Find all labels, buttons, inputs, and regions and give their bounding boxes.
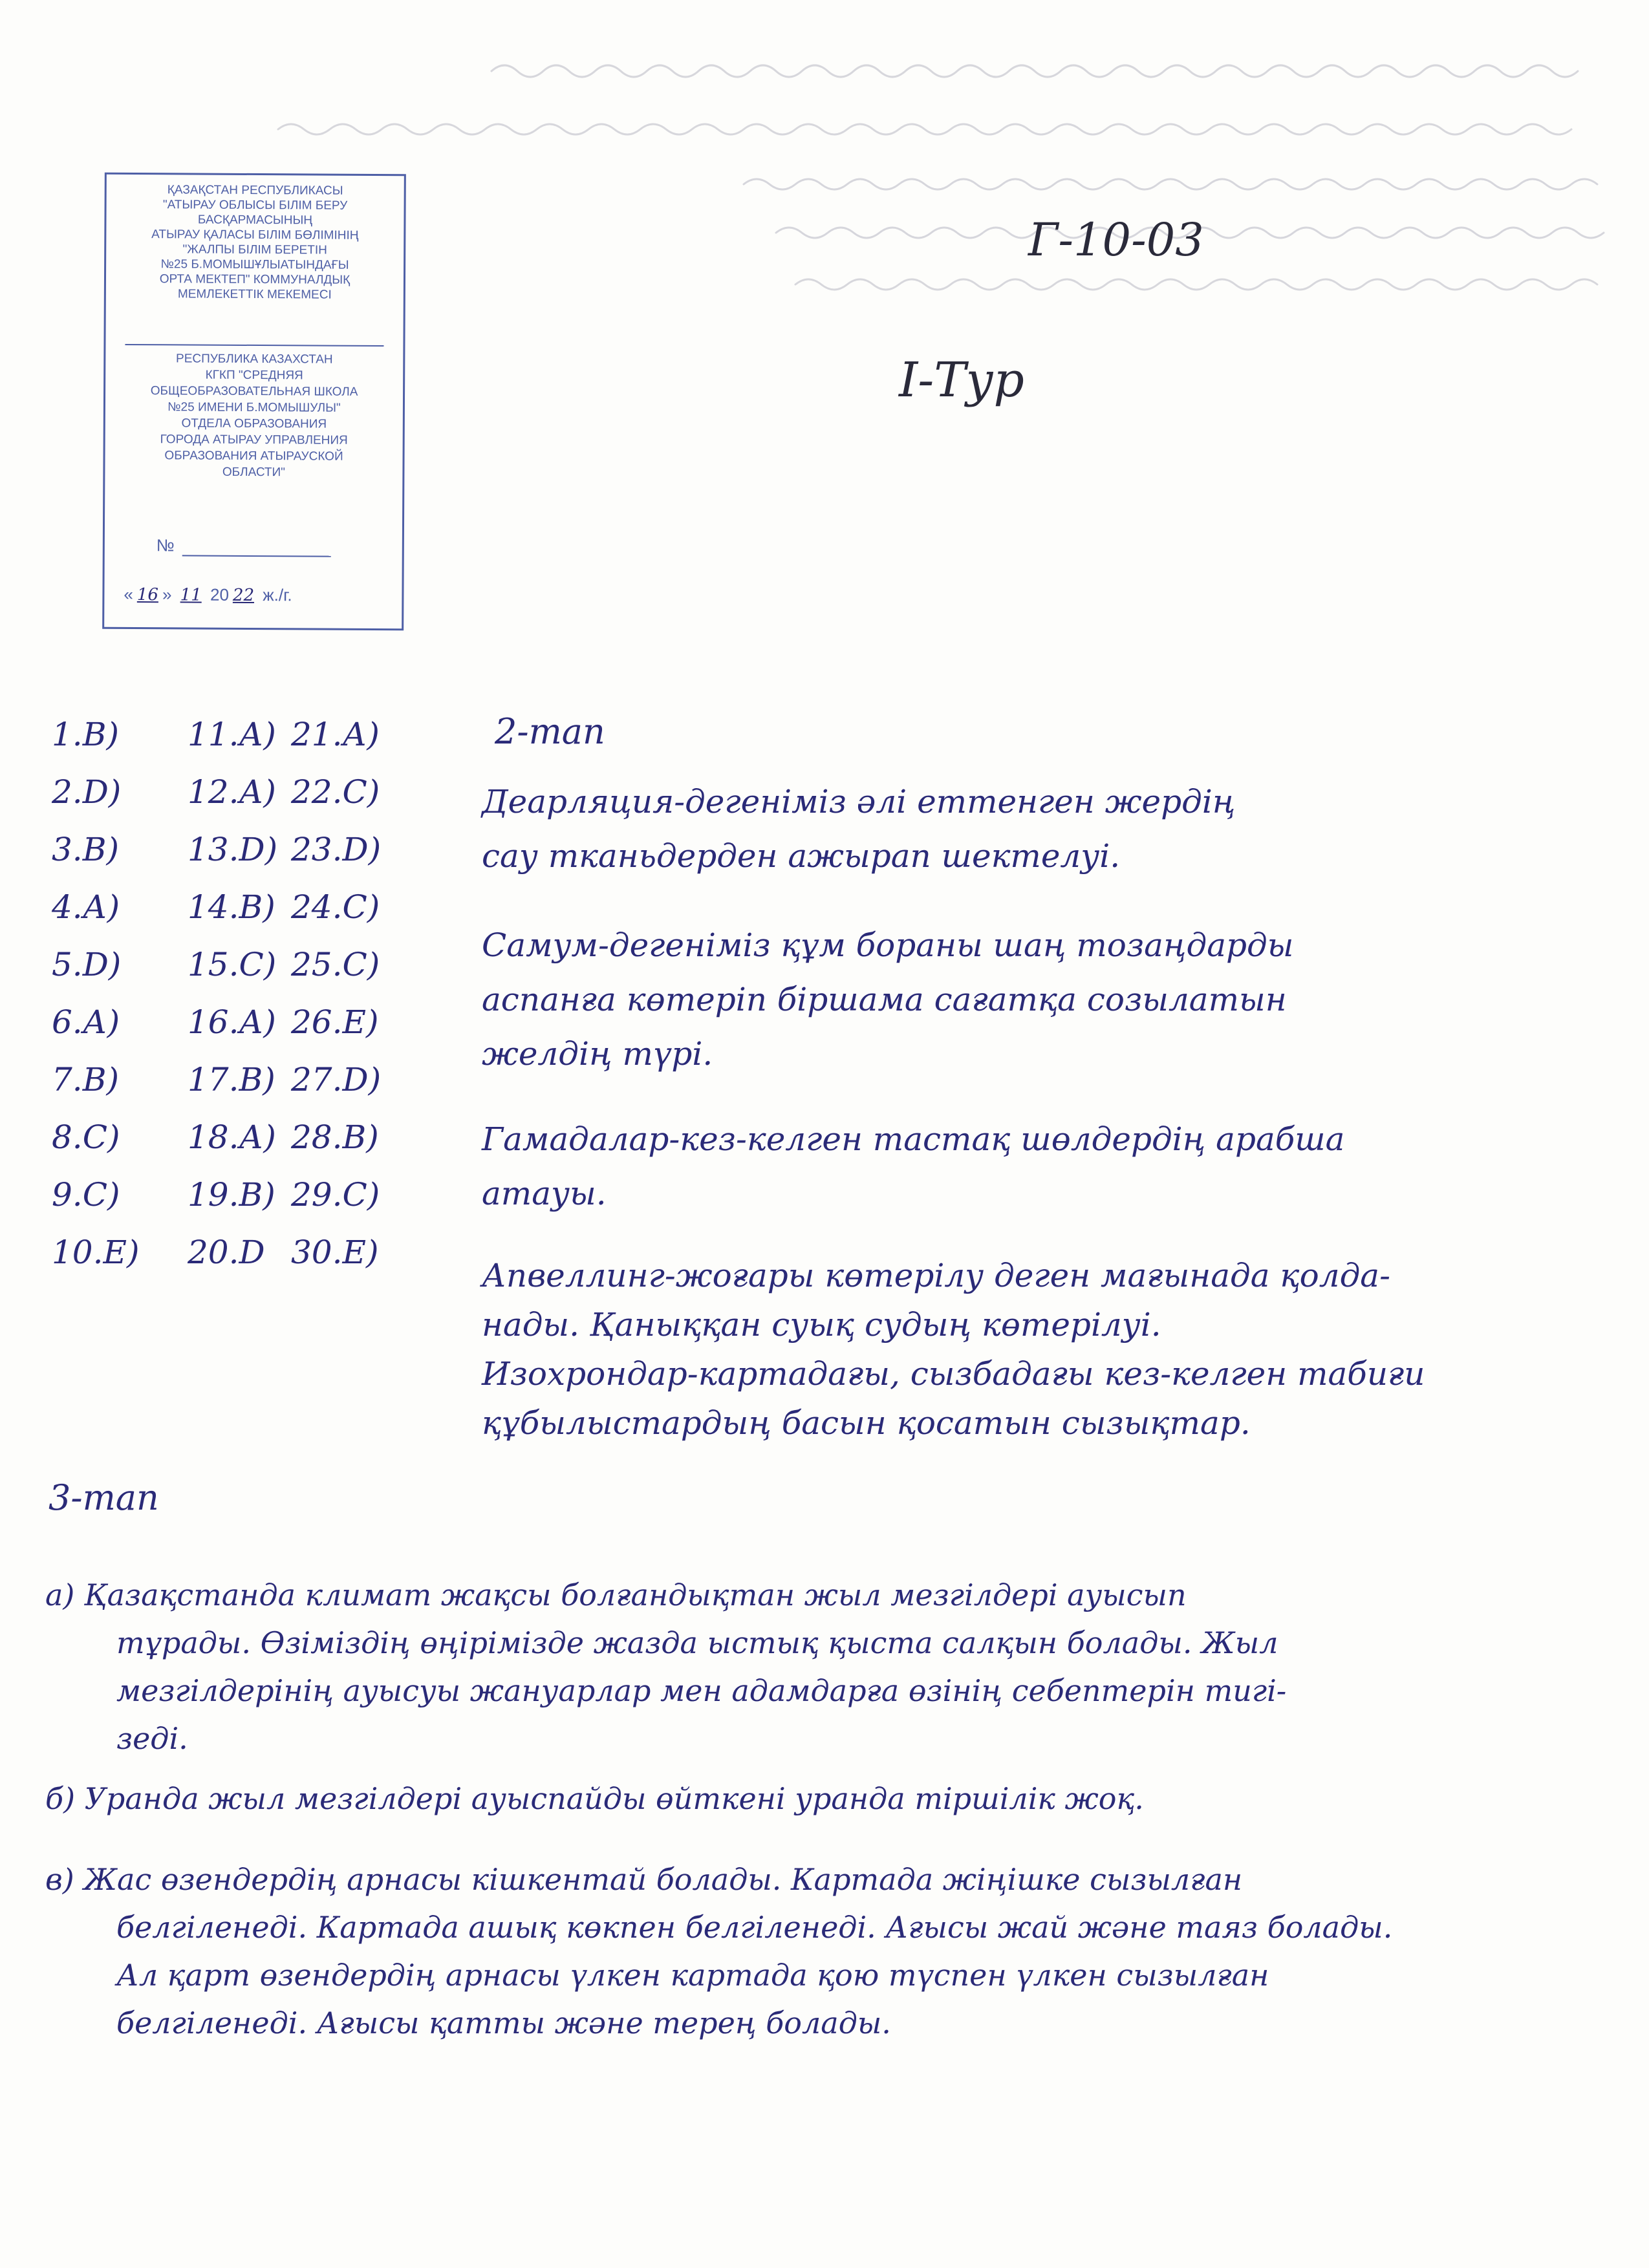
answer-item: 11.А) [188, 716, 276, 753]
text-line: в) Жас өзендердің арнасы кішкентай болады. Картада жіңішке сызылған [45, 1862, 1243, 1897]
stamp-line: ОРТА МЕКТЕП" КОММУНАЛДЫҚ [159, 272, 350, 287]
answer-item: 26.Е) [291, 1003, 379, 1041]
answer-item: 27.D) [291, 1061, 382, 1098]
stamp-date [124, 584, 395, 606]
text-line: аспанға көтеріп біршама сағатқа созылатын [482, 981, 1287, 1018]
answer-item: 20.D [188, 1234, 265, 1271]
stamp-line: №25 Б.МОМЫШҰЛЫАТЫНДАҒЫ [160, 257, 349, 272]
answer-item: 24.С) [291, 888, 380, 926]
text-line: зеді. [116, 1721, 188, 1756]
answer-item: 28.В) [291, 1118, 379, 1156]
answer-item: 4.А) [52, 888, 120, 926]
answer-item: 7.В) [52, 1061, 119, 1098]
text-line: құбылыстардың басын қосатын сызықтар. [482, 1404, 1251, 1442]
stamp-line: "ЖАЛПЫ БІЛІМ БЕРЕТІН [182, 242, 327, 257]
stamp-date-month: 11 [180, 585, 202, 605]
answer-item: 15.С) [188, 946, 277, 983]
text-line: Деарляция-дегеніміз әлі еттенген жердің [482, 783, 1236, 820]
stamp-line: ОБРАЗОВАНИЯ АТЫРАУСКОЙ [164, 449, 343, 464]
task2-definition-4 [482, 1251, 1425, 1448]
text-line: Апвеллинг-жоғары көтерілу деген мағынада қолда- [482, 1257, 1390, 1294]
stamp-line: МЕМЛЕКЕТТІК МЕКЕМЕСІ [177, 287, 332, 302]
stamp-line: ГОРОДА АТЫРАУ УПРАВЛЕНИЯ [160, 433, 348, 447]
answer-item: 3.В) [52, 831, 119, 868]
answer-item: 9.С) [52, 1176, 120, 1214]
task3-answer-a [45, 1571, 1286, 1762]
tour-title: I-Тур [899, 352, 1024, 408]
answer-item: 19.В) [188, 1176, 275, 1214]
stamp-line: №25 ИМЕНИ Б.МОМЫШУЛЫ" [167, 400, 341, 415]
answer-item: 10.Е) [52, 1234, 140, 1271]
task3-heading: 3-тап [48, 1477, 159, 1518]
answer-item: 21.А) [291, 716, 380, 753]
task3-answer-b [45, 1775, 1144, 1823]
stamp-line: "АТЫРАУ ОБЛЫСЫ БІЛІМ БЕРУ [162, 198, 348, 213]
text-line: сау тканьдерден ажырап шектелуі. [482, 837, 1121, 875]
stamp-date-day: 16 [136, 585, 159, 605]
text-line: Самум-дегеніміз құм бораны шаң тозаңдарды [482, 926, 1294, 964]
task2-definition-2 [482, 918, 1293, 1081]
answer-item: 16.А) [188, 1003, 276, 1041]
stamp-date-year-suffix: 22 [232, 585, 255, 606]
stamp-date-suffix: ж./г. [263, 585, 292, 605]
answer-item: 30.Е) [291, 1234, 379, 1271]
text-line: атауы. [482, 1175, 607, 1212]
text-line: нады. Қаныққан суық судың көтерілуі. [482, 1306, 1161, 1343]
task2-definition-3 [482, 1112, 1344, 1221]
stamp-date-close-quote: » [162, 584, 172, 604]
text-line: белгіленеді. Картада ашық көкпен белгіленеді. Ағысы жай және таяз болады. [116, 1910, 1393, 1945]
stamp-line: КГКП "СРЕДНЯЯ [205, 368, 303, 383]
text-line: б) Уранда жыл мезгілдері ауыспайды өйткені уранда тіршілік жоқ. [45, 1781, 1144, 1816]
stamp-line: БАСҚАРМАСЫНЫҢ [197, 213, 313, 228]
answers-column-3 [291, 706, 381, 1281]
stamp-date-year-prefix: 20 [210, 584, 230, 604]
text-line: а) Қазақстанда климат жақсы болғандықтан жыл мезгілдері ауысып [45, 1578, 1187, 1612]
stamp-kazakh-text [106, 182, 404, 303]
stamp-line: ОБЩЕОБРАЗОВАТЕЛЬНАЯ ШКОЛА [150, 384, 358, 399]
answer-item: 1.В) [52, 716, 119, 753]
stamp-line: ОТДЕЛА ОБРАЗОВАНИЯ [181, 416, 327, 431]
stamp-number-label: № [156, 535, 175, 555]
text-line: мезгілдерінің ауысуы жануарлар мен адамдарға өзінің себептерін тигі- [116, 1673, 1287, 1708]
stamp-line: РЕСПУБЛИКА КАЗАХСТАН [175, 352, 333, 367]
stamp-divider [125, 344, 383, 347]
text-line: желдің түрі. [482, 1035, 713, 1073]
answer-item: 17.В) [188, 1061, 275, 1098]
answer-item: 2.D) [52, 773, 122, 811]
answers-column-1 [52, 706, 140, 1281]
answer-item: 6.А) [52, 1003, 120, 1041]
stamp-russian-text [105, 350, 403, 481]
stamp-line: ҚАЗАҚСТАН РЕСПУБЛИКАСЫ [167, 183, 343, 198]
task3-answer-v [45, 1856, 1392, 2047]
answer-item: 13.D) [188, 831, 278, 868]
answer-item: 25.С) [291, 946, 380, 983]
text-line: Изохрондар-картадағы, сызбадағы кез-келген табиғи [482, 1355, 1425, 1393]
text-line: белгіленеді. Ағысы қатты және терең болады. [116, 2006, 891, 2040]
answer-item: 29.С) [291, 1176, 380, 1214]
text-line: тұрады. Өзіміздің өңірімізде жазда ыстық қыста салқын болады. Жыл [116, 1625, 1278, 1660]
stamp-date-open-quote: « [124, 584, 133, 604]
text-line: Гамадалар-кез-келген тастақ шөлдердің арабша [482, 1120, 1345, 1158]
stamp-line: ОБЛАСТИ" [222, 465, 286, 480]
answers-column-2 [188, 706, 277, 1281]
document-code: Г-10-03 [1028, 213, 1204, 266]
answer-item: 23.D) [291, 831, 382, 868]
school-stamp [102, 173, 406, 630]
answer-item: 22.С) [291, 773, 380, 811]
answer-item: 14.В) [188, 888, 275, 926]
task2-definition-1 [482, 775, 1235, 883]
stamp-line: АТЫРАУ ҚАЛАСЫ БІЛІМ БӨЛІМІНІҢ [151, 228, 359, 242]
answer-item: 5.D) [52, 946, 122, 983]
answer-item: 8.С) [52, 1118, 120, 1156]
text-line: Ал қарт өзендердің арнасы үлкен картада қою түспен үлкен сызылған [116, 1958, 1269, 1993]
task2-heading: 2-тап [495, 711, 605, 752]
answer-item: 12.А) [188, 773, 276, 811]
stamp-number-line [182, 555, 331, 557]
answer-item: 18.А) [188, 1118, 276, 1156]
